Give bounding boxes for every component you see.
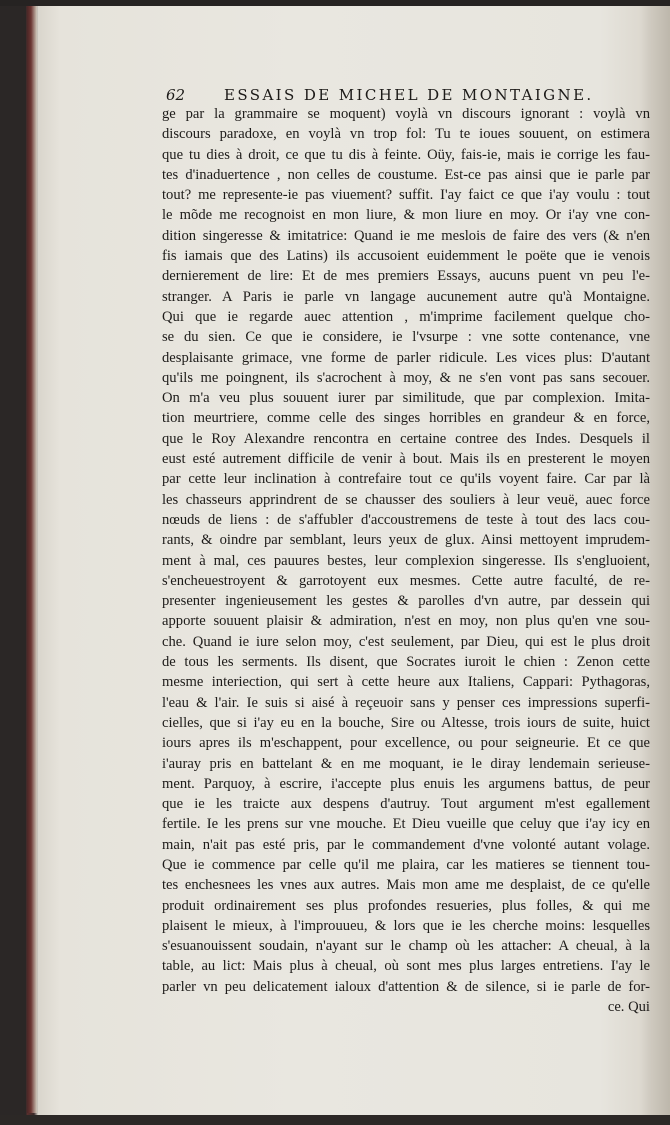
text-line: iours apres ils m'eschappent, pour excellence, ou pour seigneurie. Et ce que (162, 735, 650, 752)
text-line: de tous les serments. Ils disent, que Socrates iuroit le chien : Zenon cette (162, 654, 650, 671)
text-line: ce. Qui (607, 999, 650, 1016)
text-line: les chasseurs apprindrent de se chausser des souliers à leur veuë, auec force (162, 491, 650, 508)
text-line: s'encheuestroyent & garrotoyent eux mesmes. Cette autre faculté, de re- (162, 572, 650, 589)
text-line: par cette leur inclination à contrefaire tout ce qu'ils voyent faire. Car par là (162, 471, 650, 488)
text-line: main, n'ait pas esté pris, par le commandement d'vne volonté autant volage. (162, 836, 650, 853)
text-line: eust esté autrement difficile de venir à bout. Mais ils en presterent le moyen (162, 451, 650, 468)
text-line: table, au lict: Mais plus à cheual, où sont mes plus larges entretiens. I'ay le (162, 958, 650, 975)
text-line: nœuds de liens : de s'affubler d'accoustremens de teste à tout des lacs cou- (162, 511, 650, 528)
text-line: parler vn peu delicatement ialoux d'attention & de silence, si ie parle de for- (162, 978, 650, 995)
text-line: ge par la grammaire se moquent) voylà vn discours ignorant : voylà vn (162, 106, 650, 122)
page-number: 62 (166, 86, 186, 104)
binding-edge (27, 6, 37, 1113)
text-line: fis iamais que des Latins) ils accusoient euidemment le poëte que ie venois (162, 248, 650, 265)
scan-bottom-border (0, 1115, 670, 1125)
text-line: tes enchesnees les vnes aux autres. Mais mon ame me desplaist, de ce qu'elle (162, 877, 650, 894)
text-line: i'auray pris en battelant & en me moquant, ie le diray lendemain serieuse- (162, 755, 650, 772)
text-line: mesme interiection, qui sert à cette heure aux Italiens, Cappari: Pythagoras, (162, 674, 650, 691)
scan-top-border (0, 0, 670, 6)
text-line: l'eau & l'air. Ie suis si aisé à reçeuoir sans y penser ces impressions superfi- (162, 694, 650, 711)
text-line: tes d'inaduertence , non celles de coustume. Est-ce pas ainsi que ie parle par (162, 166, 650, 183)
text-line: que tu dies à droit, ce que tu dis à feinte. Oüy, fais-ie, mais ie corrige les fau- (162, 146, 650, 163)
text-line: le mõde me recognoist en mon liure, & mon liure en moy. Or i'ay vne con- (162, 207, 650, 224)
text-line: se du sien. Ce que ie considere, ie l'vsurpe : vne sotte contenance, vne (162, 329, 650, 346)
text-line: ment. Parquoy, à escrire, i'accepte plus enuis les argumens battus, de peur (162, 775, 650, 792)
text-line: dition singeresse & imitatrice: Quand ie me meslois de faire des vers (& n'en (162, 227, 650, 244)
text-line: que le Roy Alexandre rencontra en certaine contree des Indes. Desquels il (162, 430, 650, 447)
text-line: produit ordinairement ses plus profondes resueries, plus folles, & qui me (162, 897, 650, 914)
text-line: apporte souuent plaisir & admiration, n'est en moy, non plus qu'en vne sou- (162, 613, 650, 630)
running-head: ESSAIS DE MICHEL DE MONTAIGNE. (224, 86, 594, 104)
text-line: ment à mal, ces pauures bestes, leur complexion singeresse. Ils s'engluoient, (162, 552, 650, 569)
text-line: qu'ils me poingnent, ils s'acrochent à moy, & ne s'en vont pas sans secouer. (162, 369, 650, 386)
text-line: plaisent le mieux, à l'improuueu, & lors que ie les cherche moins: lesquelles (162, 917, 650, 934)
text-line: Que ie commence par celle qu'il me plaira, car les matieres se tiennent tou- (162, 856, 650, 873)
text-line: fertile. Ie les prens sur vne mouche. Et Dieu vueille que celuy que i'ay icy en (162, 816, 650, 833)
text-line: desplaisante grimace, vne forme de parler ridicule. Les vices plus: D'autant (162, 349, 650, 366)
text-line: rants, & oindre par semblant, leurs yeux de glux. Ainsi mettoyent imprudem- (162, 532, 650, 549)
text-line: tion meurtriere, comme celle des singes horribles en grandeur & en force, (162, 410, 650, 427)
text-line: que ie les traicte aux despens d'autruy. Tout argument m'est egallement (162, 796, 650, 813)
text-line: che. Quand ie iure selon moy, c'est seulement, par Dieu, qui est le plus droit (162, 633, 650, 650)
text-line: stranger. A Paris ie parle vn langage aucunement autre qu'à Montaigne. (162, 288, 650, 305)
text-line: discours paradoxe, en voylà vn trop fol: Tu te ioues souuent, on estimera (162, 126, 650, 143)
text-line: tout? me represente-ie pas viuement? suffit. I'ay faict ce que i'ay voulu : tout (162, 187, 650, 204)
bleed-through-text (651, 90, 670, 790)
text-line: s'esuanouissent soudain, n'ayant sur le champ où les attacher: A cheual, à la (162, 938, 650, 955)
text-line: cielles, que si i'ay eu en la bouche, Sire ou Altesse, trois iours de suite, huict (162, 714, 650, 731)
text-line: On m'a veu plus souuent iurer par similitude, que par complexion. Imita- (162, 390, 650, 407)
body-text (162, 104, 650, 1017)
text-line: dernierement de lire: Et de mes premiers Essays, aucuns puent vn peu l'e- (162, 268, 650, 285)
text-line: Qui que ie regarde auec attention , m'imprime facilement quelque cho- (162, 308, 650, 325)
text-line: presenter ingenieusement les gestes & parolles d'vn autre, par dessein qui (162, 593, 650, 610)
